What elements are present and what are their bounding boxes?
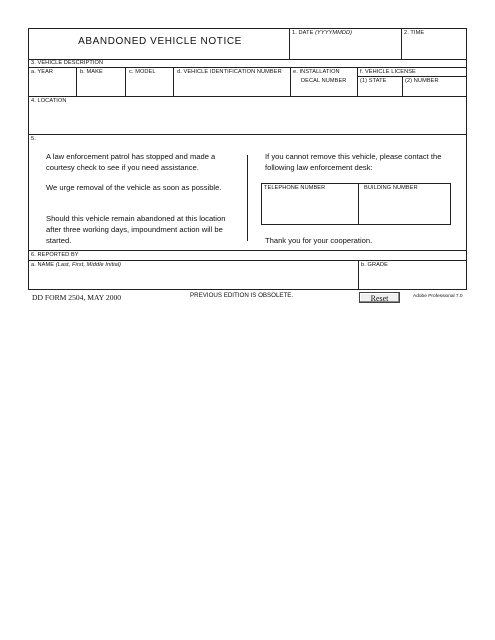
divider (76, 67, 77, 96)
reported-by-label: 6. REPORTED BY (31, 252, 79, 258)
name-field[interactable] (31, 262, 355, 288)
thanks-text: Thank you for your cooperation. (265, 236, 373, 245)
divider (357, 67, 358, 96)
license-state-field[interactable] (360, 78, 387, 84)
left-paragraph-1: A law enforcement patrol has stopped and made a courtesy check to see if you need assistance. (46, 152, 216, 172)
name-hint: (Last, First, Middle Initial) (55, 262, 122, 268)
make-field[interactable] (80, 69, 103, 75)
decal-field[interactable] (293, 69, 346, 84)
left-paragraph-3: Should this vehicle remain abandoned at this location after three working days, impoundment action will be started. (46, 214, 226, 245)
divider (358, 260, 359, 290)
divider (358, 183, 359, 225)
vin-field[interactable] (177, 69, 282, 75)
time-field[interactable] (404, 30, 424, 36)
model-field[interactable] (129, 69, 156, 75)
divider (289, 28, 290, 59)
divider (247, 155, 248, 241)
divider (28, 260, 467, 261)
left-paragraph-2: We urge removal of the vehicle as soon as possible. (46, 183, 222, 192)
model-label: c. MODEL (129, 69, 156, 75)
divider (290, 67, 291, 96)
location-field[interactable] (31, 98, 461, 132)
software-note: Adobe Professional 7.0 (413, 294, 463, 299)
date-format-hint: (YYYYMMDD) (315, 30, 353, 36)
divider (357, 76, 467, 77)
building-label: BUILDING NUMBER (364, 185, 418, 191)
name-label: a. NAME (31, 262, 55, 268)
divider (28, 250, 467, 251)
date-field[interactable] (292, 30, 352, 36)
year-field[interactable] (31, 69, 53, 75)
section5-label: 5. (31, 136, 36, 142)
decal-label-line2: DECAL NUMBER (301, 78, 347, 84)
divider (401, 28, 402, 59)
vin-label: d. VEHICLE IDENTIFICATION NUMBER (177, 69, 282, 75)
grade-field[interactable] (361, 262, 463, 288)
divider (402, 76, 403, 96)
divider (125, 67, 126, 96)
form-title: ABANDONED VEHICLE NOTICE (78, 36, 242, 47)
right-intro: If you cannot remove this vehicle, please contact the following law enforcement desk: (265, 152, 442, 172)
license-number-field[interactable] (405, 78, 439, 84)
decal-label-line1: e. INSTALLATION (293, 69, 340, 75)
make-label: b. MAKE (80, 69, 103, 75)
divider (173, 67, 174, 96)
edition-note: PREVIOUS EDITION IS OBSOLETE. (190, 292, 294, 299)
telephone-label: TELEPHONE NUMBER (264, 185, 326, 191)
divider (28, 134, 467, 135)
vehicle-description-label: 3. VEHICLE DESCRIPTION (31, 60, 104, 66)
divider (28, 96, 467, 97)
reset-button[interactable]: Reset (359, 292, 400, 303)
number-label: (2) NUMBER (405, 78, 439, 84)
building-field[interactable] (364, 185, 448, 223)
form-id: DD FORM 2504, MAY 2000 (32, 293, 122, 302)
state-label: (1) STATE (360, 78, 387, 84)
year-label: a. YEAR (31, 69, 54, 75)
date-label: 1. DATE (292, 30, 314, 36)
grade-label: b. GRADE (361, 262, 388, 268)
location-label: 4. LOCATION (31, 98, 67, 104)
divider (28, 67, 467, 68)
license-label: f. VEHICLE LICENSE (360, 69, 416, 75)
telephone-field[interactable] (264, 185, 356, 223)
time-label: 2. TIME (404, 30, 425, 36)
